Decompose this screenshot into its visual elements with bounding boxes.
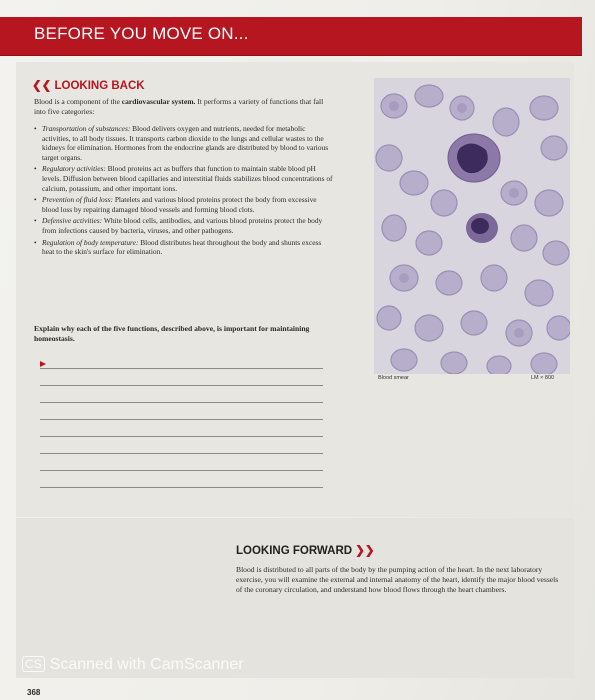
page-number: 368 [27, 688, 41, 697]
magnification-label: LM × 800 [531, 375, 555, 381]
bullet-icon: • [34, 237, 37, 247]
list-item: • Transportation of substances: Blood delivers oxygen and nutrients, needed for metabolic activities, to all body tissues. It transports carbon dioxide to the lungs and cellular wastes to the kidneys for elimination. Hormones from the endocrine glands are distributed by blood to various target organs. [34, 124, 329, 162]
answer-line[interactable] [40, 419, 323, 420]
list-item: • Defensive activities: White blood cells, antibodies, and various blood proteins protect the body from infections caused by bacteria, viruses, and other pathogens. [34, 216, 323, 235]
list-item: • Regulatory activities: Blood proteins act as buffers that function to maintain stable blood pH levels. Diffusion between blood capillaries and interstitial fluids stabilizes blood concentrations of calcium, potassium, and other important ions. [34, 164, 333, 193]
answer-line[interactable] [40, 368, 323, 369]
answer-line[interactable] [40, 470, 323, 471]
function-list [34, 124, 334, 259]
answer-line[interactable] [40, 487, 323, 488]
bullet-icon: • [34, 124, 37, 133]
chevron-right-icon: ❯❯ [355, 545, 375, 557]
chevron-left-icon: ❮❮ [32, 80, 52, 92]
answer-line[interactable] [40, 385, 323, 386]
looking-back-heading: ❮❮ LOOKING BACK [32, 80, 145, 92]
figure-caption: Blood smear [378, 375, 409, 381]
section-title: BEFORE YOU MOVE ON... [34, 24, 249, 43]
answer-line[interactable] [40, 453, 323, 454]
looking-forward-text: Blood is distributed to all parts of the body by the pumping action of the heart. In the next laboratory exercise, you will examine the external and internal anatomy of the heart, identify the major blood vessels of the coronary circulation, and understand how blood flows through the heart chambers. [236, 565, 559, 594]
list-item: • Prevention of fluid loss: Platelets and various blood proteins protect the body from excessive blood loss by repairing damaged blood vessels and forming blood clots. [34, 195, 317, 214]
answer-line[interactable] [40, 436, 323, 437]
looking-forward-heading: LOOKING FORWARD ❯❯ [236, 545, 375, 557]
bullet-icon: • [34, 195, 37, 205]
bullet-icon: • [34, 164, 37, 174]
blood-smear-image [374, 78, 570, 374]
arrow-right-icon [40, 361, 46, 367]
bullet-icon: • [34, 216, 37, 226]
answer-line[interactable] [40, 402, 323, 403]
scanner-watermark: CS Scanned with CamScanner [22, 656, 244, 674]
homeostasis-question: Explain why each of the five functions, described above, is important for maintaining homeostasis. [34, 324, 310, 343]
looking-forward-panel [16, 518, 574, 678]
camscanner-logo-icon: CS [22, 656, 45, 672]
looking-back-intro: Blood is a component of the cardiovascular system. It performs a variety of functions that fall into five categories: [34, 97, 324, 116]
blood-smear-illustration [374, 78, 570, 374]
section-header-bar [0, 17, 582, 55]
list-item: • Regulation of body temperature: Blood distributes heat throughout the body and shunts excess heat to the skin's surface for elimination. [34, 237, 322, 257]
